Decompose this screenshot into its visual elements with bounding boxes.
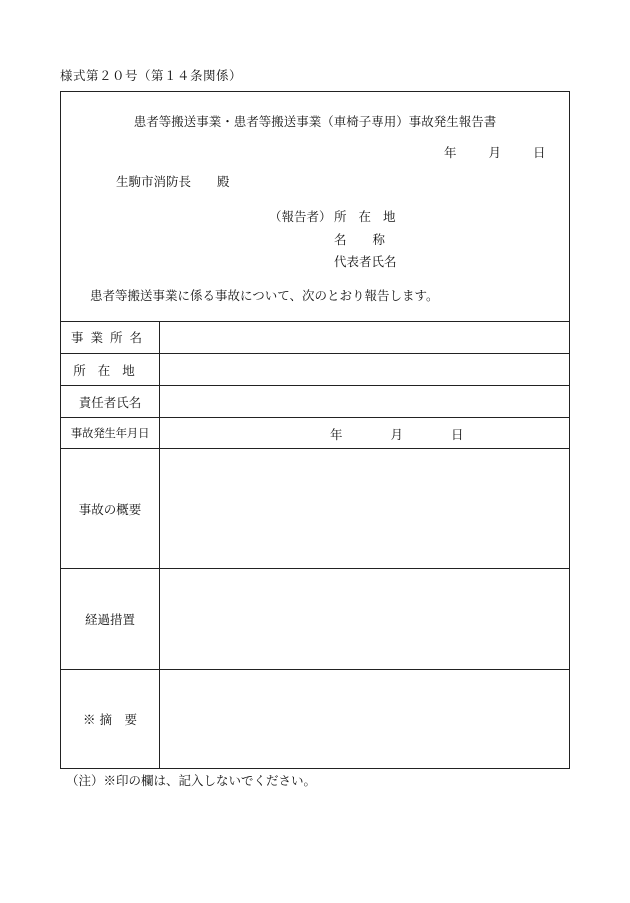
accident-month-label: 月 [390, 427, 404, 442]
reporter-representative-label: 代表者氏名 [334, 254, 397, 269]
date-day-label: 日 [533, 145, 546, 160]
remarks-field[interactable] [160, 670, 569, 768]
report-statement: 患者等搬送事業に係る事故について、次のとおり報告します。 [90, 288, 439, 303]
accident-date-field[interactable] [160, 418, 569, 448]
form-header [61, 92, 569, 322]
report-form [60, 91, 570, 769]
person-in-charge-label: 責任者氏名 [61, 386, 160, 417]
reporter-address-label: 所在地 [334, 209, 408, 224]
date-month-label: 月 [488, 145, 502, 160]
date-year-label: 年 [444, 145, 457, 160]
office-name-field[interactable] [160, 321, 569, 353]
table-row-location [61, 354, 569, 386]
summary-field[interactable] [160, 449, 569, 568]
addressee-honorific: 殿 [217, 174, 230, 189]
form-title: 患者等搬送事業・患者等搬送事業（車椅子専用）事故発生報告書 [133, 114, 497, 129]
table-row-remarks [61, 670, 569, 768]
table-row-person-in-charge [61, 386, 569, 418]
accident-date-label: 事故発生年月日 [61, 418, 160, 448]
person-in-charge-field[interactable] [160, 386, 569, 417]
table-row-progress [61, 569, 569, 670]
remarks-label: ※ 摘 要 [61, 670, 160, 768]
table-row-office-name [61, 321, 569, 354]
office-name-label: 事業所名 [61, 321, 160, 353]
table-row-summary [61, 449, 569, 569]
summary-label: 事故の概要 [61, 449, 160, 568]
accident-date-value [330, 425, 464, 443]
progress-label: 経過措置 [61, 569, 160, 669]
footnote: （注）※印の欄は、記入しないでください。 [66, 773, 317, 788]
reporter-tag: （報告者） [269, 209, 332, 224]
table-row-accident-date [61, 418, 569, 449]
location-field[interactable] [160, 354, 569, 385]
accident-day-label: 日 [451, 427, 464, 442]
form-number: 様式第２０号（第１４条関係） [60, 68, 243, 83]
report-date [444, 143, 546, 161]
addressee [116, 172, 230, 190]
addressee-name: 生駒市消防長 [116, 174, 192, 189]
accident-year-label: 年 [330, 427, 343, 442]
reporter-name-label: 名称 [334, 232, 412, 247]
progress-field[interactable] [160, 569, 569, 669]
location-label: 所在地 [61, 354, 160, 385]
